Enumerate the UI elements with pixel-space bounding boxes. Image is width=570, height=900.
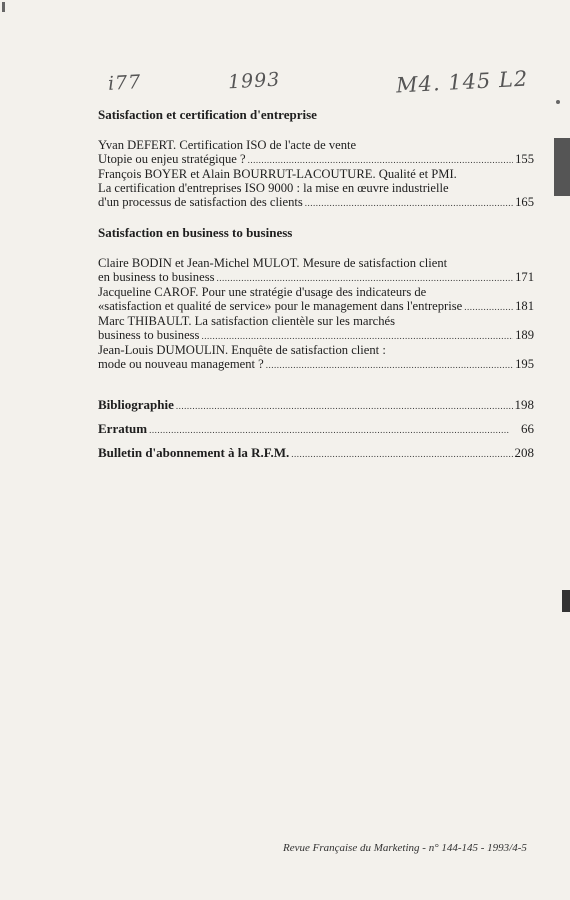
page-number: 189 xyxy=(515,328,534,342)
entry-label: Bibliographie xyxy=(98,397,174,412)
toc-entry xyxy=(98,138,534,167)
page-number: 198 xyxy=(514,397,534,412)
entry-line: d'un processus de satisfaction des clients xyxy=(98,195,303,209)
toc-entry xyxy=(98,285,534,314)
dot-leader xyxy=(248,153,514,167)
entry-leader-line xyxy=(98,152,534,167)
page-number: 181 xyxy=(515,299,534,313)
scan-edge-mark xyxy=(562,590,570,612)
toc-entry-bibliographie xyxy=(98,398,534,413)
page-number: 171 xyxy=(515,270,534,284)
toc-entry-bulletin xyxy=(98,446,534,461)
toc-entry xyxy=(98,167,534,210)
entry-leader-line xyxy=(98,270,534,285)
entry-line: «satisfaction et qualité de service» pour le management dans l'entreprise xyxy=(98,299,463,313)
handwritten-note: i77 xyxy=(107,71,142,95)
handwritten-note: 1993 xyxy=(227,68,281,94)
page-number: 165 xyxy=(515,195,534,209)
toc-entry xyxy=(98,314,534,343)
entry-leader-line xyxy=(98,357,534,372)
entry-label: Erratum xyxy=(98,421,148,436)
entry-line: François BOYER et Alain BOURRUT-LACOUTURE. Qualité et PMI. xyxy=(98,167,457,181)
journal-footer: Revue Française du Marketing - n° 144-145 - 1993/4-5 xyxy=(283,842,527,854)
entry-leader-line xyxy=(98,328,534,343)
dot-leader xyxy=(176,399,513,413)
toc-entry xyxy=(98,256,534,285)
toc-entry xyxy=(98,343,534,372)
entry-line: La certification d'entreprises ISO 9000 : la mise en œuvre industrielle xyxy=(98,181,449,195)
entry-line: Claire BODIN et Jean-Michel MULOT. Mesure de satisfaction client xyxy=(98,256,448,270)
dot-leader xyxy=(217,271,514,285)
dot-leader xyxy=(201,329,513,343)
dot-leader xyxy=(291,447,512,461)
scan-edge-mark xyxy=(554,138,570,196)
entry-label: Bulletin d'abonnement à la R.F.M. xyxy=(98,445,290,460)
entry-line: Yvan DEFERT. Certification ISO de l'acte de vente xyxy=(98,138,357,152)
page-number: 66 xyxy=(521,421,534,436)
entry-line: en business to business xyxy=(98,270,215,284)
dot-leader xyxy=(464,300,513,314)
dot-leader xyxy=(305,196,513,210)
misc-entries xyxy=(98,398,534,461)
toc-entry-erratum xyxy=(98,422,534,437)
scan-speck xyxy=(2,2,5,12)
entry-leader-line xyxy=(98,299,534,314)
section-title: Satisfaction en business to business xyxy=(98,225,293,240)
entry-line: mode ou nouveau management ? xyxy=(98,357,264,371)
entry-line: business to business xyxy=(98,328,200,342)
entry-leader-line xyxy=(98,195,534,210)
entry-line: Marc THIBAULT. La satisfaction clientèle sur les marchés xyxy=(98,314,396,328)
page-number: 208 xyxy=(514,445,534,460)
entry-line: Jacqueline CAROF. Pour une stratégie d'usage des indicateurs de xyxy=(98,285,427,299)
page-number: 155 xyxy=(515,152,534,166)
dot-leader xyxy=(266,358,513,372)
entry-line: Jean-Louis DUMOULIN. Enquête de satisfaction client : xyxy=(98,343,386,357)
section-title: Satisfaction et certification d'entreprise xyxy=(98,107,317,122)
handwritten-note: M4. 145 L2 xyxy=(395,66,529,98)
page-number: 195 xyxy=(515,357,534,371)
scan-speck xyxy=(556,100,560,104)
dot-leader xyxy=(149,423,509,437)
entry-line: Utopie ou enjeu stratégique ? xyxy=(98,152,246,166)
table-of-contents xyxy=(98,108,534,470)
